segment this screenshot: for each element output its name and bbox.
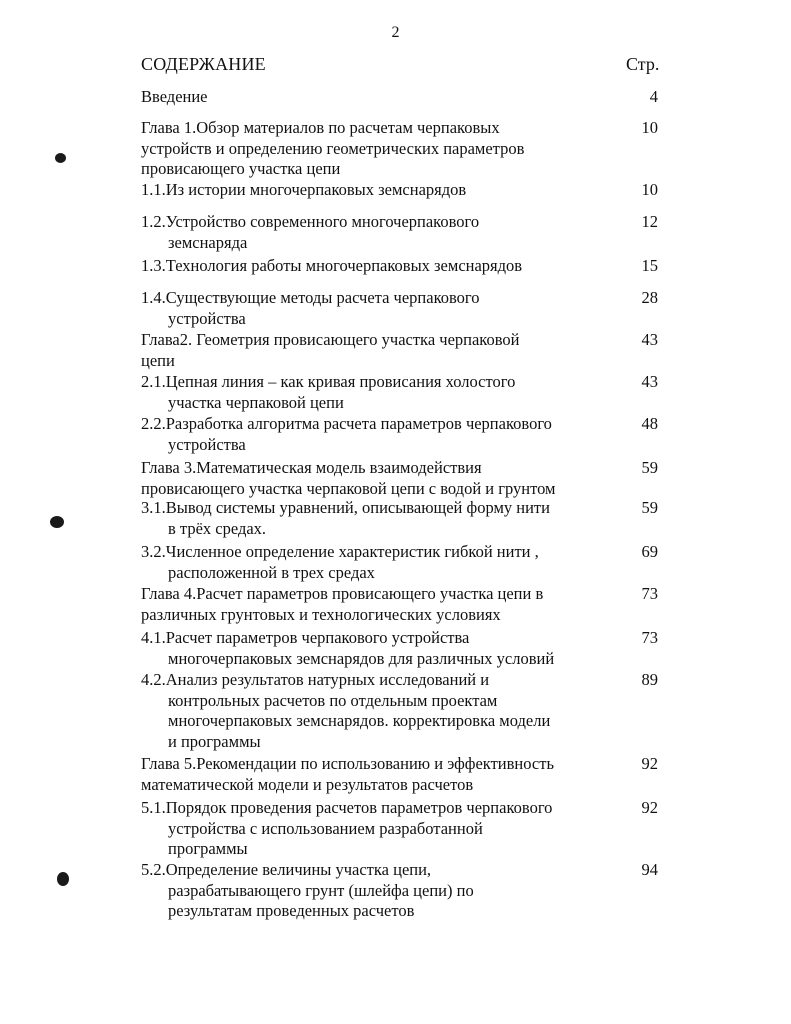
toc-entry [141, 256, 621, 277]
toc-page-number: 4 [649, 87, 658, 106]
toc-page-number: 59 [641, 458, 658, 477]
toc-entry-line: Глава2. Геометрия провисающего участка черпаковой [141, 330, 520, 349]
toc-entry-line: Глава 5.Рекомендации по использованию и эффективность [141, 754, 554, 773]
toc-entry-line: контрольных расчетов по отдельным проектам [168, 690, 498, 710]
toc-entry-line: провисающего участка цепи [141, 159, 341, 179]
toc-entry [141, 212, 621, 253]
toc-entry [141, 288, 621, 329]
toc-entry-line: 1.2.Устройство современного многочерпакового [141, 212, 480, 231]
toc-entry-line: многочерпаковых земснарядов. корректировка модели [168, 711, 551, 731]
toc-page-number: 43 [641, 330, 658, 349]
toc-entry-line: математической модели и результатов расчетов [141, 774, 474, 794]
toc-entry-line: Глава 1.Обзор материалов по расчетам черпаковых [141, 118, 500, 137]
toc-entry-line: различных грунтовых и технологических условиях [141, 604, 501, 624]
toc-page-number: 92 [641, 798, 658, 817]
toc-page-number: 48 [641, 414, 658, 433]
toc-entry-line: 3.2.Численное определение характеристик гибкой нити , [141, 542, 539, 561]
toc-entry-line: Глава 4.Расчет параметров провисающего участка цепи в [141, 584, 544, 603]
toc-entry-line: программы [168, 839, 248, 859]
toc-entry-line: и программы [168, 731, 261, 751]
toc-entry [141, 372, 621, 413]
toc-entry-line: провисающего участка черпаковой цепи с водой и грунтом [141, 478, 556, 498]
toc-entry [141, 498, 621, 539]
toc-entry [141, 458, 621, 499]
toc-entry [141, 118, 621, 180]
toc-entry-line: 1.1.Из истории многочерпаковых земснарядов [141, 180, 467, 199]
toc-page-number: 43 [641, 372, 658, 391]
toc-entry-line: разрабатывающего грунт (шлейфа цепи) по [168, 880, 474, 900]
toc-page-number: 92 [641, 754, 658, 773]
toc-entry [141, 628, 621, 669]
toc-entry [141, 414, 621, 455]
toc-entry-line: устройства [168, 308, 246, 328]
toc-entry-line: 5.1.Порядок проведения расчетов параметров черпакового [141, 798, 553, 817]
toc-entry [141, 584, 621, 625]
page-column-heading: Стр. [626, 54, 660, 74]
toc-entry [141, 330, 621, 371]
toc-page-number: 12 [641, 212, 658, 231]
toc-entry-line: 5.2.Определение величины участка цепи, [141, 860, 432, 879]
toc-page-number: 73 [641, 584, 658, 603]
toc-page-number: 15 [641, 256, 658, 275]
toc-page-number: 28 [641, 288, 658, 307]
toc-page-number: 10 [641, 118, 658, 137]
toc-page-number: 94 [641, 860, 658, 879]
scan-speck [55, 153, 66, 163]
toc-entry [141, 860, 621, 922]
toc-entry-line: 1.3.Технология работы многочерпаковых земснарядов [141, 256, 523, 275]
toc-entry-line: результатам проведенных расчетов [168, 901, 415, 921]
scan-speck [50, 516, 64, 528]
toc-entry-line: земснаряда [168, 232, 248, 252]
toc-entry-line: 2.1.Цепная линия – как кривая провисания холостого [141, 372, 516, 391]
toc-entry-line: расположенной в трех средах [168, 562, 375, 582]
toc-entry-line: 4.2.Анализ результатов натурных исследований и [141, 670, 490, 689]
toc-entry-line: устройства с использованием разработанной [168, 818, 483, 838]
toc-page-number: 59 [641, 498, 658, 517]
toc-entry [141, 542, 621, 583]
toc-page-number: 73 [641, 628, 658, 647]
toc-page-number: 69 [641, 542, 658, 561]
toc-entry-line: 4.1.Расчет параметров черпакового устройства [141, 628, 470, 647]
toc-entry [141, 670, 621, 752]
toc-entry-line: 1.4.Существующие методы расчета черпакового [141, 288, 480, 307]
toc-entry-line: 2.2.Разработка алгоритма расчета параметров черпакового [141, 414, 552, 433]
toc-entry-line: устройств и определению геометрических параметров [141, 138, 525, 158]
toc-entry-line: в трёх средах. [168, 518, 267, 538]
toc-entry [141, 798, 621, 860]
toc-entry [141, 180, 621, 201]
toc-page-number: 89 [641, 670, 658, 689]
toc-entry [141, 754, 621, 795]
toc-entry-line: многочерпаковых земснарядов для различных условий [168, 648, 555, 668]
toc-entry-line: участка черпаковой цепи [168, 392, 344, 412]
toc-entry [141, 87, 621, 108]
toc-title: СОДЕРЖАНИЕ [141, 54, 266, 74]
toc-page-number: 10 [641, 180, 658, 199]
toc-entry-line: устройства [168, 434, 246, 454]
toc-entry-line: 3.1.Вывод системы уравнений, описывающей форму нити [141, 498, 550, 517]
page-number: 2 [391, 24, 400, 41]
scan-speck [57, 872, 69, 886]
toc-entry-line: Глава 3.Математическая модель взаимодействия [141, 458, 482, 477]
toc-entry-line: Введение [141, 87, 208, 106]
toc-entry-line: цепи [141, 350, 175, 370]
